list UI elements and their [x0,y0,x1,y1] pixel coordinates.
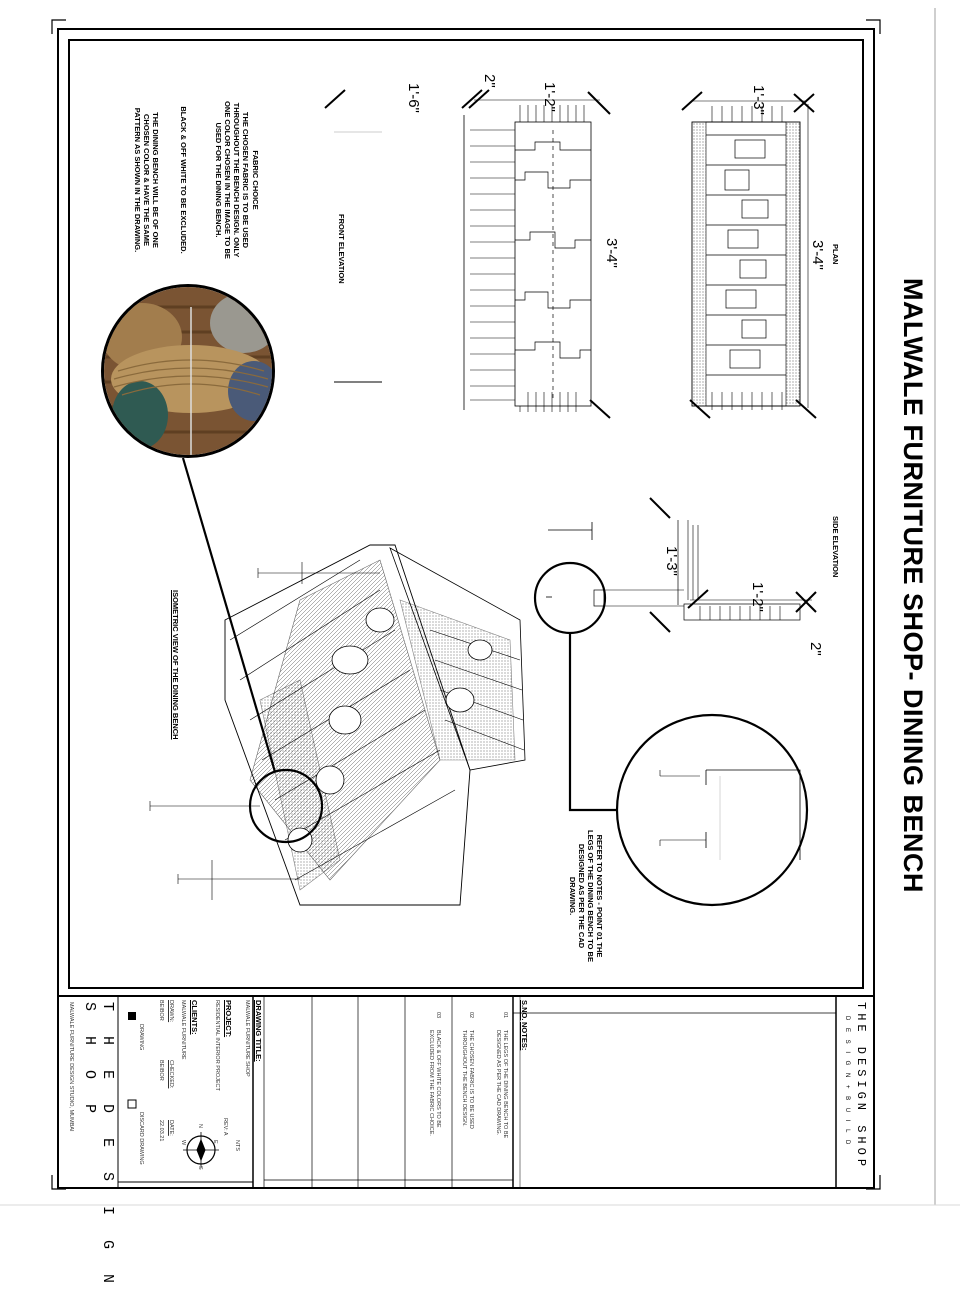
note-3-no: 03 [435,1012,441,1019]
fabric-note-line1: THE CHOSEN FABRIC IS TO BE USED THROUGHOUT THE BENCH DESIGN. ONLY ONE COLOR CHOSEN IN THE IMAGE TO BE USED FOR THE DINING BENCH. [214,101,250,259]
dim-side-offset: 2" [807,642,824,656]
leg-note: REFER TO NOTES - POINT 01 THE LEGS OF THE DINING BENCH TO BE DESIGNED AS PER THE CAD DRAWING. [568,830,604,962]
company-tagline: D E S I G N + B U I L D [844,1016,850,1148]
brand-address: MALWALE FURNITURE DESIGN STUDIO, MUMBAI [68,1002,74,1132]
dim-plan-width: 1'-3" [750,85,767,115]
scale-value: NTS [234,1140,240,1151]
isometric-view [150,458,525,905]
leg-callout-circle [535,563,605,633]
drawing-title: MALWALE FURNITURE SHOP- DINING BENCH [898,278,928,893]
compass-e: E [212,1140,218,1144]
leg-detail-circle [617,715,807,905]
note-1-text: THE LEGS OF THE DINING BENCH TO BE DESIGNED AS PER THE CAD DRAWING. [495,1030,508,1139]
checked-label: CHECKED: [168,1060,174,1089]
company-name: THE DESIGN SHOP [854,1002,868,1171]
label-plan: PLAN [831,244,840,265]
dim-side-height: 1'-3" [663,546,680,576]
fabric-sample-photo [101,284,275,458]
sno-label: S.NO. [520,1000,529,1021]
dim-plan-length: 3'-4" [809,240,826,270]
date-label: DATE: [168,1120,174,1136]
legend-open-label: DISCARD DRAWING [138,1112,144,1165]
drawing-title-label: DRAWING TITLE: [254,1000,263,1062]
clients-value: MALWALE FURNITURE [180,1000,186,1060]
drawn-value: BEIBOR [158,1000,164,1021]
legend-solid-icon [128,1012,136,1020]
dim-side-width: 1'-2" [749,582,766,612]
drawing-frame [69,40,863,988]
label-isometric: ISOMETRIC VIEW OF THE DINING BENCH [171,590,180,740]
note-2-text: THE CHOSEN FABRIC IS TO BE USED THROUGHOUT THE BENCH DESIGN. [461,1030,474,1129]
date-value: 22.03.21 [158,1120,164,1142]
drawing-title-value: MALWALE FURNITURE SHOP [244,1000,250,1077]
brand-line-1: T H E D E S I G N [99,1002,116,1291]
label-side-elevation: SIDE ELEVATION [831,516,840,578]
fabric-note-heading: FABRIC CHOICE [251,150,260,210]
compass-s: S [197,1166,203,1170]
compass-icon [183,1132,219,1168]
dim-front-offset: 2" [481,74,498,88]
dim-overall-height: 1'-6" [405,83,422,113]
fabric-note-line2: BLACK & OFF WHITE TO BE EXCLUDED. [179,106,188,254]
plan-view [682,92,816,418]
note-2-no: 02 [468,1012,474,1019]
clients-label: CLIENTS: [190,1000,199,1035]
front-elevation [325,90,382,382]
project-label: PROJECT: [224,1000,233,1038]
label-front-elevation: FRONT ELEVATION [337,214,346,284]
compass-n: N [197,1124,203,1128]
drawn-label: DRAWN: [168,1000,174,1023]
checked-value: BEIBOR [158,1060,164,1081]
compass-w: W [180,1140,186,1146]
note-3-text: BLACK & OFF WHITE COLORS TO BE EXCLUDED FROM THE FABRIC CHOICE. [428,1030,441,1136]
dim-front-width: 1'-2" [541,82,558,112]
fabric-note-line3: THE DINING BENCH WILL BE OF ONE CHOSEN COLOR & HAVE THE SAME PATTERN AS SHOWN IN THE DRAWING. [133,107,160,253]
legend-solid-label: DRAWING [138,1024,144,1051]
legend-open-icon [128,1100,136,1108]
revision-value: REV: A [222,1118,228,1136]
dim-front-length: 3'-4" [603,238,620,268]
notes-label: NOTES: [520,1022,529,1051]
project-value: RESIDENTIAL INTERIOR PROJECT [214,1000,220,1091]
note-1-no: 01 [502,1012,508,1019]
brand-line-2: S H O P [81,1002,98,1122]
middle-elevation [462,90,610,418]
